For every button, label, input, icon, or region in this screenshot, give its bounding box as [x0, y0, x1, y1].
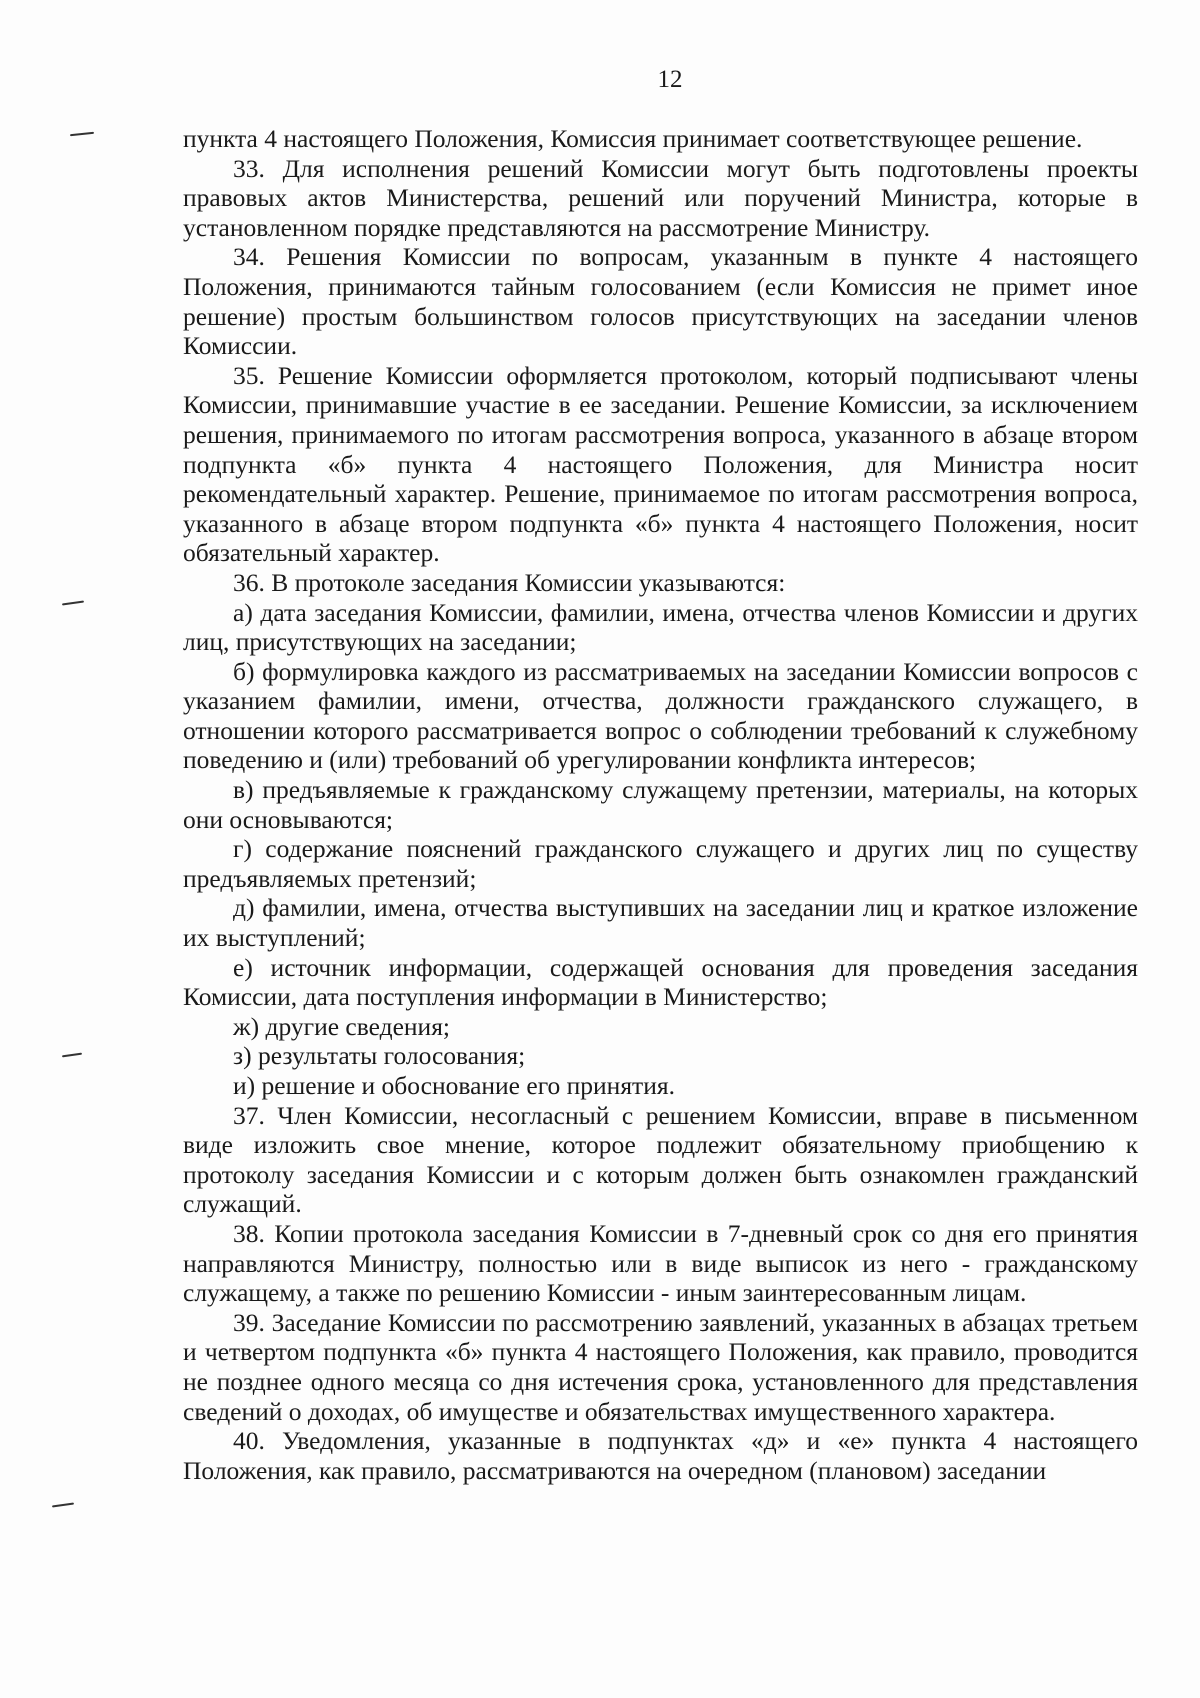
paragraph-continuation: пункта 4 настоящего Положения, Комиссия принимает соответствующее решение.	[183, 124, 1083, 153]
paragraph-33: 33. Для исполнения решений Комиссии могут быть подготовлены проекты правовых актов Министерства, решений или поручений Министра, которые в установленном порядке представляются на рассмотрение Министру.	[183, 153, 1138, 242]
list-item-d: д) фамилии, имена, отчества выступивших на заседании лиц и краткое изложение их выступлений;	[183, 893, 1138, 953]
list-item-a: а) дата заседания Комиссии, фамилии, имена, отчества членов Комиссии и других лиц, присутствующих на заседании;	[183, 597, 1138, 657]
list-item-i: и) решение и обоснование его принятия.	[233, 1071, 675, 1100]
paragraph-36: 36. В протоколе заседания Комиссии указываются:	[233, 567, 786, 597]
document-body	[183, 124, 1138, 1485]
list-item-z: з) результаты голосования;	[233, 1041, 526, 1071]
margin-mark	[62, 600, 84, 605]
list-item-e: е) источник информации, содержащей основания для проведения заседания Комиссии, дата поступления информации в Министерство;	[183, 952, 1138, 1012]
paragraph-38: 38. Копии протокола заседания Комиссии в 7-дневный срок со дня его принятия направляются Министру, полностью или в виде выписок из него - гражданскому служащему, а также по решению Комиссии - иным заинтересованным лицам.	[183, 1218, 1138, 1308]
list-item-g: г) содержание пояснений гражданского служащего и других лиц по существу предъявляемых претензий;	[183, 834, 1138, 893]
margin-mark	[52, 1502, 74, 1507]
margin-mark	[70, 132, 94, 136]
list-item-v: в) предъявляемые к гражданскому служащему претензии, материалы, на которых они основываются;	[183, 775, 1138, 834]
page-number: 12	[657, 66, 683, 93]
paragraph-35: 35. Решение Комиссии оформляется протоколом, который подписывают члены Комиссии, принимавшие участие в ее заседании. Решение Комиссии, за исключением решения, принимаемого по итогам рассмотрения вопроса, указанного в абзаце втором подпункта «б» пункта 4 настоящего Положения, для Министра носит рекомендательный характер. Решение, принимаемое по итогам рассмотрения вопроса, указанного в абзаце втором подпункта «б» пункта 4 настоящего Положения, носит обязательный характер.	[183, 360, 1138, 568]
paragraph-37: 37. Член Комиссии, несогласный с решением Комиссии, вправе в письменном виде изложить свое мнение, которое подлежит обязательному приобщению к протоколу заседания Комиссии и с которым должен быть ознакомлен гражданский служащий.	[183, 1100, 1138, 1219]
list-item-b: б) формулировка каждого из рассматриваемых на заседании Комиссии вопросов с указанием фамилии, имени, отчества, должности гражданского служащего, в отношении которого рассматривается вопрос о соблюдении требований к служебному поведению и (или) требований об урегулировании конфликта интересов;	[183, 656, 1138, 775]
paragraph-40: 40. Уведомления, указанные в подпунктах «д» и «е» пункта 4 настоящего Положения, как правило, рассматриваются на очередном (плановом) заседании	[183, 1426, 1138, 1485]
margin-mark	[62, 1053, 82, 1058]
list-item-zh: ж) другие сведения;	[233, 1011, 451, 1041]
paragraph-39: 39. Заседание Комиссии по рассмотрению заявлений, указанных в абзацах третьем и четвертом подпункта «б» пункта 4 настоящего Положения, как правило, проводится не позднее одного месяца со дня истечения срока, установленного для представления сведений о доходах, об имуществе и обязательствах имущественного характера.	[183, 1307, 1138, 1426]
paragraph-34: 34. Решения Комиссии по вопросам, указанным в пункте 4 настоящего Положения, принимаются тайным голосованием (если Комиссия не примет иное решение) простым большинством голосов присутствующих на заседании членов Комиссии.	[183, 242, 1138, 361]
